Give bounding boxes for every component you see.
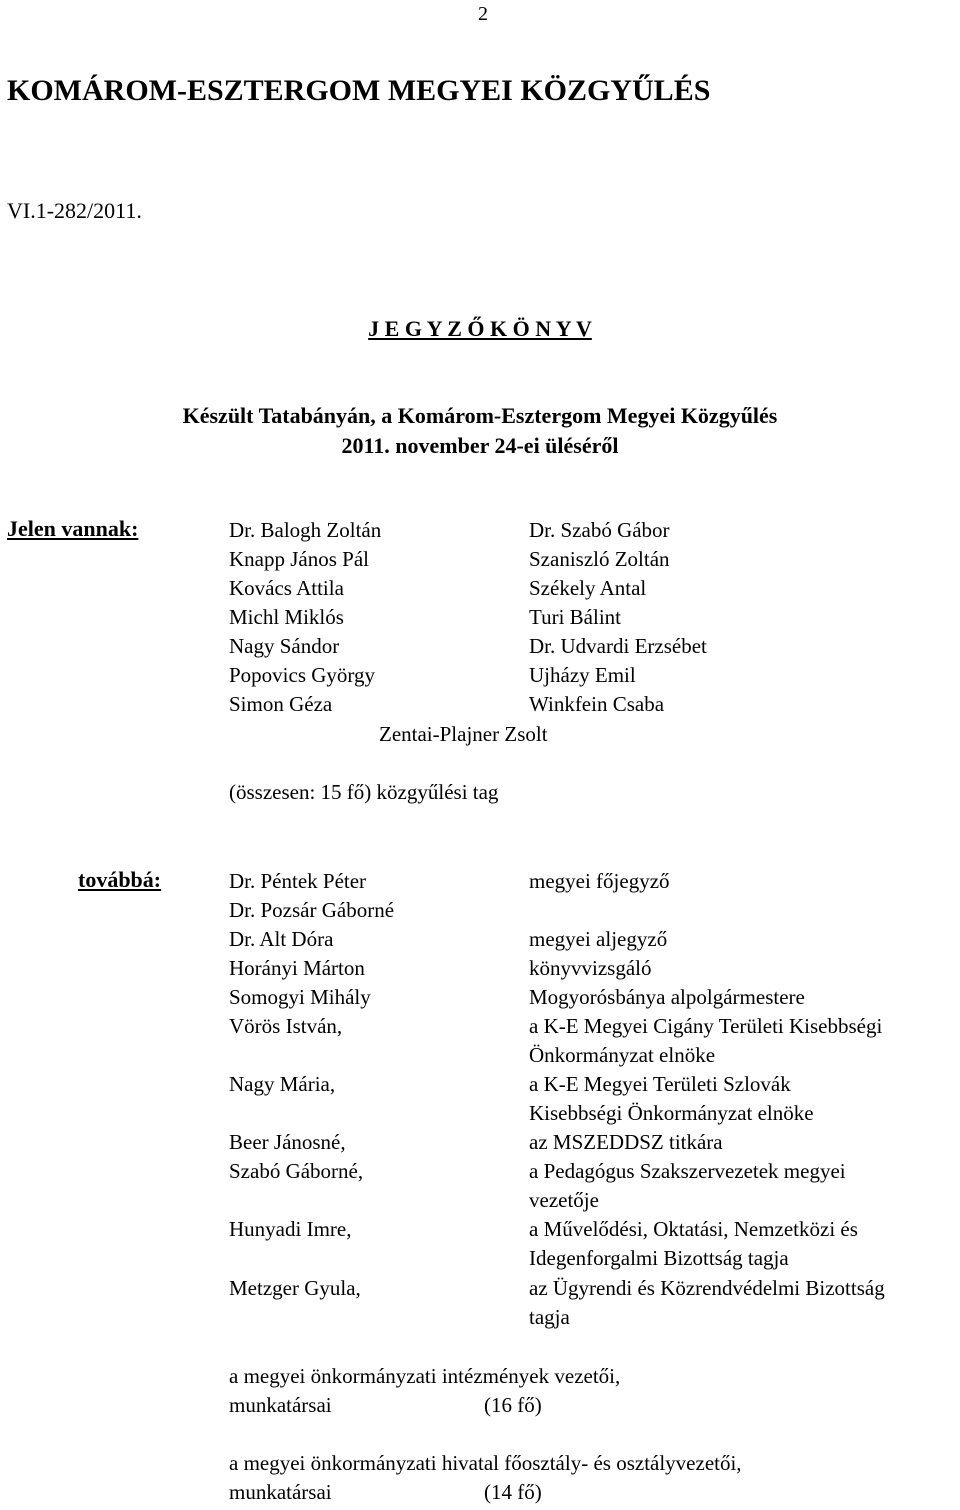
- attendee-role: a K-E Megyei Területi Szlovák: [529, 1072, 791, 1096]
- member-name: Székely Antal: [529, 576, 647, 600]
- attendee-name: Metzger Gyula,: [229, 1276, 361, 1300]
- document-type: J E G Y Z Ő K Ö N Y V: [368, 316, 592, 341]
- attendee-role: tagja: [529, 1305, 570, 1329]
- attendee-name: Dr. Péntek Péter: [229, 869, 367, 893]
- attendee-role: az MSZEDDSZ titkára: [529, 1130, 723, 1154]
- institutions-line-1: a megyei önkormányzati intézmények vezetői,: [229, 1364, 621, 1388]
- attendee-role: a Pedagógus Szakszervezetek megyei: [529, 1159, 846, 1183]
- attendee-name: Beer Jánosné,: [229, 1130, 346, 1154]
- attendee-role: a K-E Megyei Cigány Területi Kisebbségi: [529, 1014, 883, 1038]
- attendee-role: Kisebbségi Önkormányzat elnöke: [529, 1101, 814, 1125]
- attendee-name: Somogyi Mihály: [229, 985, 371, 1009]
- member-name: Turi Bálint: [529, 605, 621, 629]
- member-name: Dr. Szabó Gábor: [529, 518, 670, 542]
- member-name: Ujházy Emil: [529, 663, 636, 687]
- also-label: továbbá:: [78, 867, 162, 892]
- member-name: Simon Géza: [229, 692, 333, 716]
- office-line-1: a megyei önkormányzati hivatal főosztály- és osztályvezetői,: [229, 1451, 742, 1475]
- attendee-name: Dr. Pozsár Gáborné: [229, 898, 395, 922]
- institutions-staff-label: munkatársai: [229, 1393, 332, 1417]
- attendee-role: az Ügyrendi és Közrendvédelmi Bizottság: [529, 1276, 885, 1300]
- member-name: Szaniszló Zoltán: [529, 547, 670, 571]
- intro-line-1: Készült Tatabányán, a Komárom-Esztergom Megyei Közgyűlés: [182, 403, 778, 428]
- attendee-role: Idegenforgalmi Bizottság tagja: [529, 1246, 789, 1270]
- member-name-center: Zentai-Plajner Zsolt: [379, 722, 548, 746]
- attendee-name: Horányi Márton: [229, 956, 365, 980]
- attendee-name: Dr. Alt Dóra: [229, 927, 334, 951]
- office-staff-count: (14 fő): [484, 1480, 542, 1504]
- office-staff-label: munkatársai: [229, 1480, 332, 1504]
- total-members: (összesen: 15 fő) közgyűlési tag: [229, 780, 499, 804]
- institutions-staff-count: (16 fő): [484, 1393, 542, 1417]
- attendee-role: Mogyorósbánya alpolgármestere: [529, 985, 805, 1009]
- reference-number: VI.1-282/2011.: [7, 198, 142, 223]
- member-name: Nagy Sándor: [229, 634, 340, 658]
- present-label: Jelen vannak:: [7, 516, 139, 541]
- member-name: Dr. Udvardi Erzsébet: [529, 634, 707, 658]
- member-name: Dr. Balogh Zoltán: [229, 518, 382, 542]
- attendee-role: megyei főjegyző: [529, 869, 670, 893]
- page-number: 2: [478, 3, 488, 25]
- attendee-role: a Művelődési, Oktatási, Nemzetközi és: [529, 1217, 858, 1241]
- attendee-role: könyvvizsgáló: [529, 956, 652, 980]
- attendee-role: megyei aljegyző: [529, 927, 668, 951]
- member-name: Popovics György: [229, 663, 376, 687]
- member-name: Kovács Attila: [229, 576, 344, 600]
- attendee-role: vezetője: [529, 1188, 599, 1212]
- attendee-role: Önkormányzat elnöke: [529, 1043, 716, 1067]
- attendee-name: Hunyadi Imre,: [229, 1217, 352, 1241]
- attendee-name: Nagy Mária,: [229, 1072, 336, 1096]
- attendee-name: Vörös István,: [229, 1014, 343, 1038]
- assembly-title: KOMÁROM-ESZTERGOM MEGYEI KÖZGYŰLÉS: [7, 74, 711, 107]
- member-name: Winkfein Csaba: [529, 692, 665, 716]
- attendee-name: Szabó Gáborné,: [229, 1159, 364, 1183]
- member-name: Michl Miklós: [229, 605, 344, 629]
- member-name: Knapp János Pál: [229, 547, 369, 571]
- intro-line-2: 2011. november 24-ei üléséről: [341, 433, 619, 458]
